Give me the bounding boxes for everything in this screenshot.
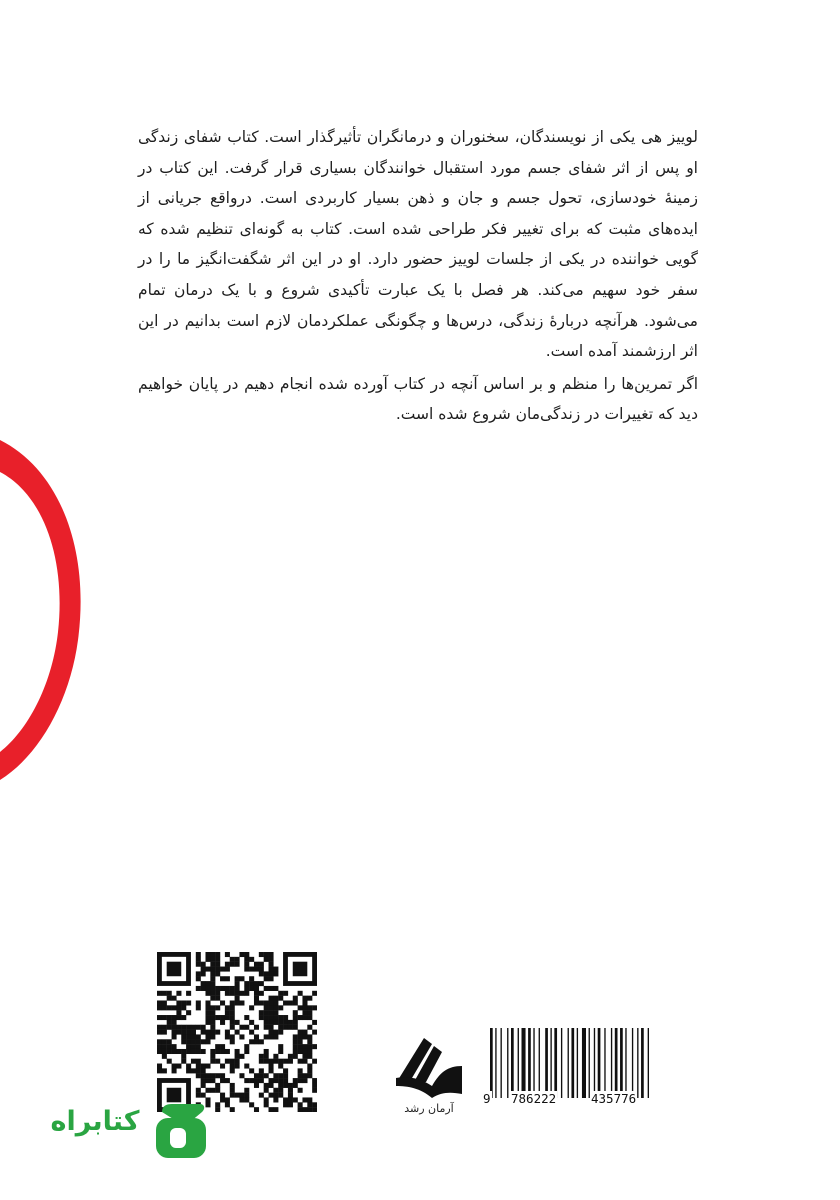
description-paragraph: لوییز هی یکی از نویسندگان، سخنوران و درمانگران تأثیرگذار است. کتاب شفای زندگی او پس از اثر شفای جسم مورد استقبال خوانندگان بسیاری قرار گرفت. این کتاب در زمینهٔ خودسازی، تحول جسم و جان و ذهن بسیار کاربردی است. درواقع جریانی از ایده‌های مثبت که برای تغییر فکر طراحی شده است. کتاب به گونه‌ای تنظیم شده که گویی خواننده در یکی از جلسات لوییز حضور دارد. او در این اثر شگفت‌انگیز ما را در سفر خود سهیم می‌کند. هر فصل با یک عبارت تأکیدی شروع و با یک درمان تمام می‌شود. هرآنچه دربارهٔ زندگی، درس‌ها و چگونگی عملکردمان لازم است بدانیم در این اثر ارزشمند آمده است. — [138, 128, 698, 361]
site-brand-logo — [40, 1100, 215, 1162]
ketabrah-logo-icon — [152, 1100, 212, 1162]
site-brand-name: کتابراه — [50, 1106, 140, 1137]
back-cover-description — [138, 122, 698, 430]
description-paragraph: اگر تمرین‌ها را منظم و بر اساس آنچه در کتاب آورده شده انجام دهیم در پایان خواهیم دید که تغییرات در زندگی‌مان شروع شده است. — [138, 374, 698, 424]
publisher-name: آرمان رشد — [404, 1102, 454, 1115]
qr-code-icon — [157, 952, 317, 1112]
isbn-digit-group: 9 — [483, 1091, 491, 1106]
open-book-logo-icon — [392, 1026, 466, 1100]
publisher-logo — [384, 1026, 474, 1126]
isbn-digit-group: 435776 — [591, 1091, 637, 1106]
red-ribbon-decoration — [0, 400, 120, 820]
isbn-digit-group: 786222 — [511, 1091, 557, 1106]
isbn-digits — [480, 1087, 655, 1113]
